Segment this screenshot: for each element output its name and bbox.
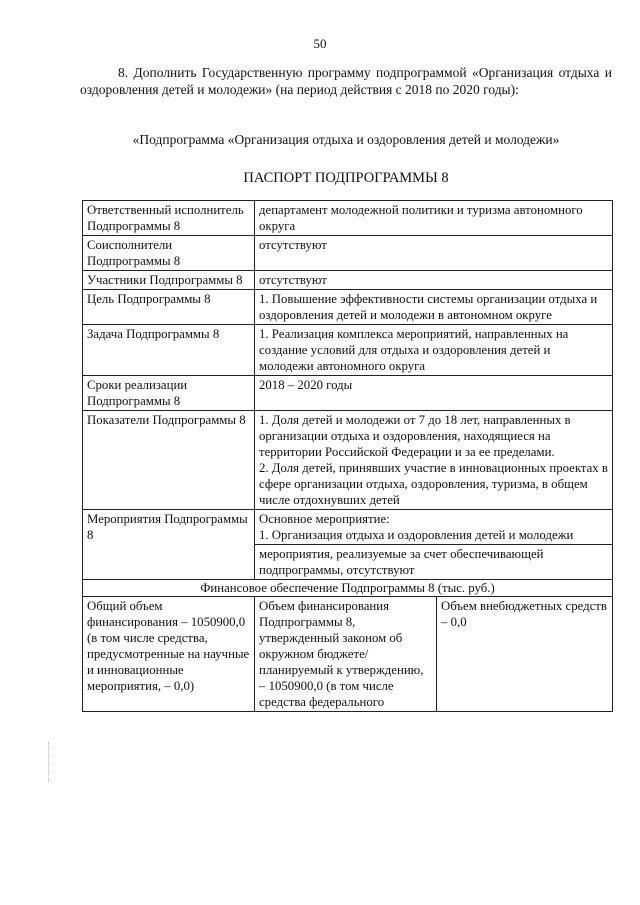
passport-table	[82, 200, 613, 712]
row-value-terms: 2018 – 2020 годы	[255, 376, 613, 411]
row-value-executor: департамент молодежной политики и туризма автономного округа	[255, 201, 613, 236]
table-row	[83, 325, 613, 376]
indicator-1: 1. Доля детей и молодежи от 7 до 18 лет, направленных в организации отдыха и оздоровления, находящиеся на территории Российской Федерации и за ее пределами.	[259, 413, 571, 459]
table-row	[83, 376, 613, 411]
financing-budget: Объем финансирования Подпрограммы 8, утвержденный законом об окружном бюджете/ планируемый к утверждению, – 1050900,0 (в том числе средства федерального	[255, 597, 437, 712]
row-value-task: 1. Реализация комплекса мероприятий, направленных на создание условий для отдыха и оздоровления детей и молодежи автономного округа	[255, 325, 613, 376]
table-row	[83, 597, 613, 712]
table-row	[83, 580, 613, 597]
table-row	[83, 290, 613, 325]
row-value-main-measure	[255, 510, 613, 545]
main-measure-item: 1. Организация отдыха и оздоровления детей и молодежи	[259, 528, 574, 542]
financing-header: Финансовое обеспечение Подпрограммы 8 (тыс. руб.)	[83, 580, 613, 597]
page-number: 50	[313, 36, 327, 51]
row-label-goal: Цель Подпрограммы 8	[83, 290, 255, 325]
main-measure-heading: Основное мероприятие:	[259, 512, 390, 526]
table-row	[83, 201, 613, 236]
passport-title: ПАСПОРТ ПОДПРОГРАММЫ 8	[243, 170, 449, 186]
financing-total: Общий объем финансирования – 1050900,0 (в том числе средства, предусмотренные на научные и инновационные мероприятия, – 0,0)	[83, 597, 255, 712]
subprogram-title: «Подпрограмма «Организация отдыха и оздоровления детей и молодежи»	[132, 132, 560, 147]
intro-paragraph: 8. Дополнить Государственную программу подпрограммой «Организация отдыха и оздоровления детей и молодежи» (на период действия с 2018 по 2020 годы):	[80, 65, 612, 97]
row-label-executor: Ответственный исполнитель Подпрограммы 8	[83, 201, 255, 236]
row-label-task: Задача Подпрограммы 8	[83, 325, 255, 376]
row-value-co-executors: отсутствуют	[255, 236, 613, 271]
financing-extrabudgetary: Объем внебюджетных средств – 0,0	[437, 597, 613, 712]
row-label-measures: Мероприятия Подпрограммы 8	[83, 510, 255, 580]
row-label-indicators: Показатели Подпрограммы 8	[83, 411, 255, 510]
margin-mark	[48, 742, 50, 782]
table-row	[83, 411, 613, 510]
indicator-2: 2. Доля детей, принявших участие в инновационных проектах в сфере организации отдыха, оздоровления, туризма, в общем числе отдохнувших детей	[259, 461, 608, 507]
row-label-participants: Участники Подпрограммы 8	[83, 271, 255, 290]
table-row	[83, 510, 613, 545]
row-label-terms: Сроки реализации Подпрограммы 8	[83, 376, 255, 411]
row-value-other-measures: мероприятия, реализуемые за счет обеспечивающей подпрограммы, отсутствуют	[255, 545, 613, 580]
table-row	[83, 271, 613, 290]
row-label-co-executors: Соисполнители Подпрограммы 8	[83, 236, 255, 271]
row-value-indicators	[255, 411, 613, 510]
table-row	[83, 236, 613, 271]
row-value-goal: 1. Повышение эффективности системы организации отдыха и оздоровления детей и молодежи в автономном округе	[255, 290, 613, 325]
row-value-participants: отсутствуют	[255, 271, 613, 290]
